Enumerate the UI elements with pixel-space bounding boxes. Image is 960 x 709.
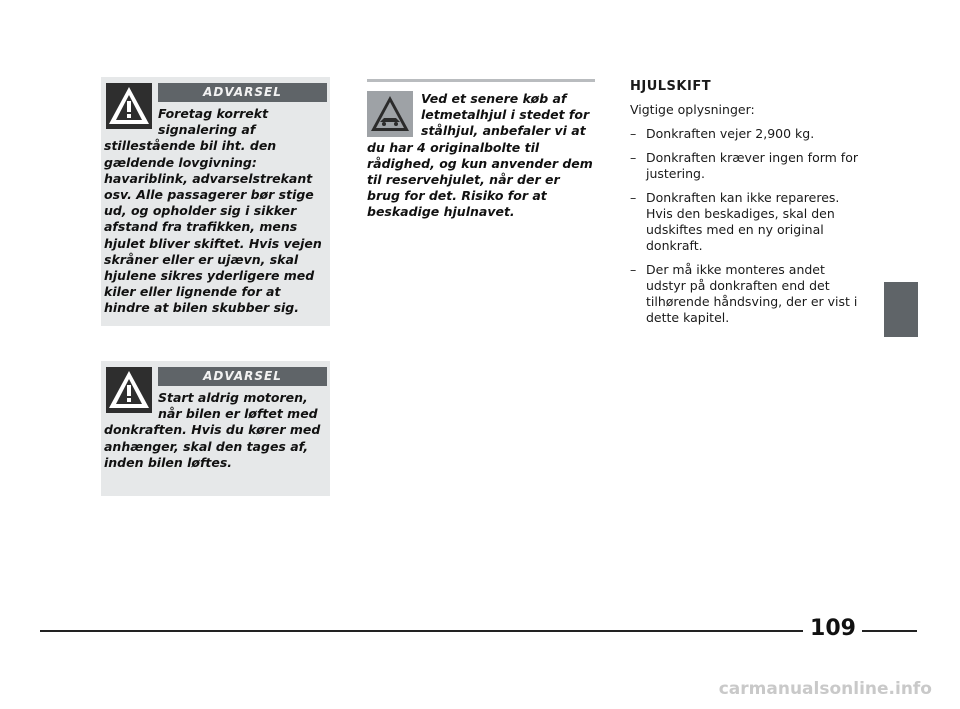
footer-rule-right bbox=[862, 630, 917, 632]
note-text: Ved et senere køb af letmetalhjul i stedet for stålhjul, anbefaler vi at du har 4 originalbolte til rådighed, og kun anvender dem til reservehjulet, når der er brug for det. Risiko for at beskadige hjulnavet. bbox=[367, 91, 593, 220]
warning-box-1 bbox=[101, 77, 330, 326]
list-item: – Donkraften vejer 2,900 kg. bbox=[630, 126, 815, 141]
info-list bbox=[630, 126, 866, 326]
warning-text: Start aldrig motoren, når bilen er løftet med donkraften. Hvis du kører med anhænger, skal den tages af, inden bilen løftes. bbox=[104, 390, 321, 470]
warning-box-2 bbox=[101, 361, 330, 496]
warning-label: ADVARSEL bbox=[158, 83, 327, 102]
car-lift-triangle-icon bbox=[367, 91, 413, 137]
watermark: carmanualsonline.info bbox=[718, 679, 932, 699]
footer-rule-left bbox=[40, 630, 803, 632]
list-item: – Donkraften kan ikke repareres. Hvis den beskadiges, skal den udskiftes med en ny original donkraft. bbox=[630, 190, 840, 253]
list-item: – Der må ikke monteres andet udstyr på donkraften end det tilhørende håndsving, der er vist i dette kapitel. bbox=[630, 262, 858, 325]
warning-text: Foretag korrekt signalering af stillestående bil iht. den gældende lovgivning: havariblink, advarselstrekant osv. Alle passagerer bør stige ud, og opholder sig i sikker afstand fra trafikken, mens hjulet bliver skiftet. Hvis vejen skråner eller er ujævn, skal hjulene sikres yderligere med kiler eller lignende for at hindre at bilen skubber sig. bbox=[104, 106, 322, 316]
section-tab bbox=[884, 282, 918, 337]
wheel-change-section bbox=[630, 78, 866, 334]
section-title: HJULSKIFT bbox=[630, 79, 712, 94]
section-intro: Vigtige oplysninger: bbox=[630, 102, 755, 117]
warning-label: ADVARSEL bbox=[158, 367, 327, 386]
list-item: – Donkraften kræver ingen form for justering. bbox=[630, 150, 858, 181]
note-block bbox=[367, 79, 595, 221]
page-number: 109 bbox=[810, 616, 856, 641]
